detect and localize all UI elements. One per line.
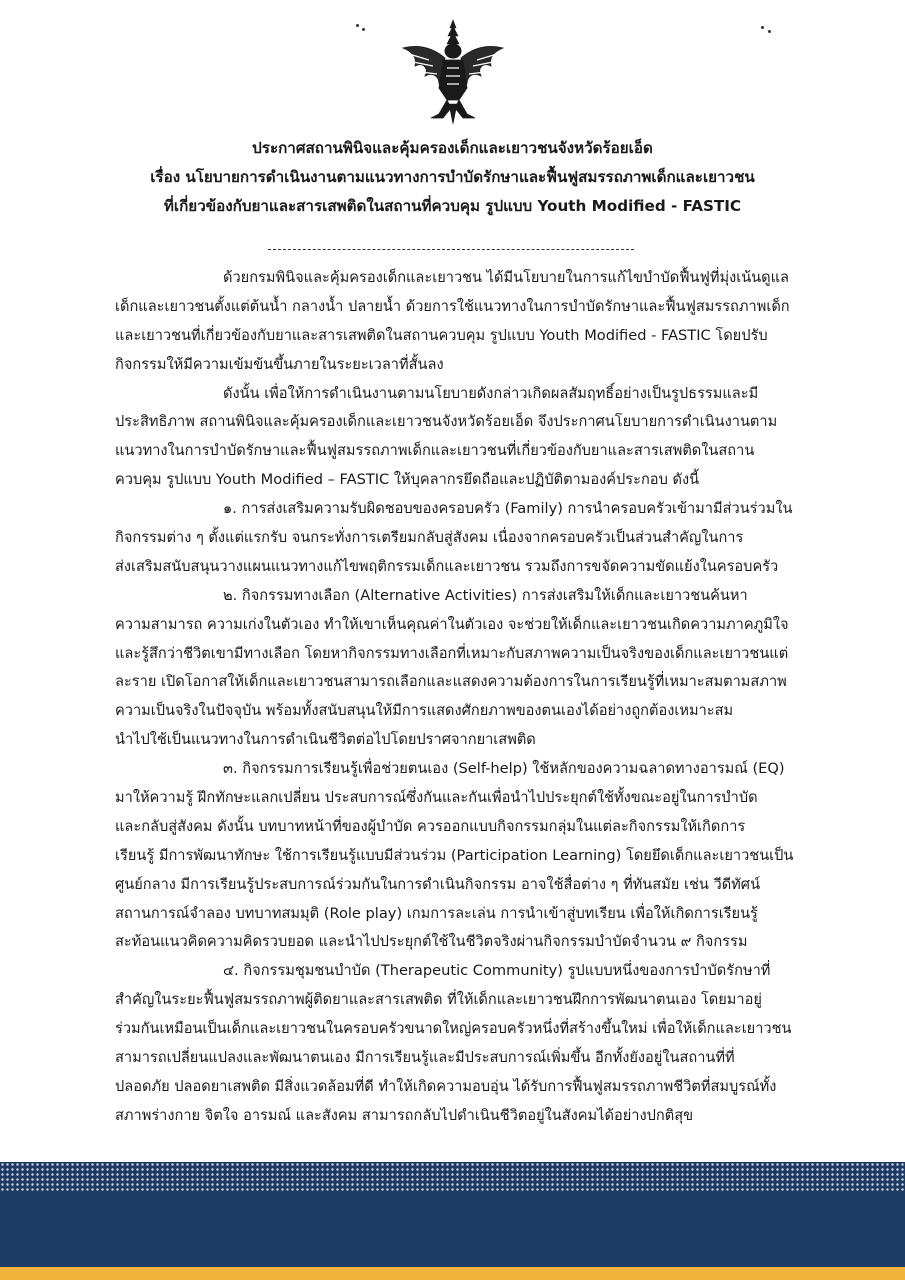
footer-dot-pattern <box>0 1162 905 1193</box>
body-line: ส่งเสริมสนับสนุนวางแผนแนวทางแก้ไขพฤติกรรมเด็กและเยาวชน รวมถึงการขจัดความขัดแย้งในครอบครัว <box>115 557 779 575</box>
footer-band <box>0 1193 905 1267</box>
announcement-title: ประกาศสถานพินิจและคุ้มครองเด็กและเยาวชนจังหวัดร้อยเอ็ด <box>252 139 653 157</box>
body-line: ประสิทธิภาพ สถานพินิจและคุ้มครองเด็กและเยาวชนจังหวัดร้อยเอ็ด จึงประกาศนโยบายการดำเนินงานตาม <box>115 413 778 431</box>
body-line: กิจกรรมให้มีความเข้มข้นขึ้นภายในระยะเวลาที่สั้นลง <box>115 355 444 373</box>
body-line: และเยาวชนที่เกี่ยวข้องกับยาและสารเสพติดในสถานควบคุม รูปแบบ Youth Modified - FASTIC โดยปรับ <box>115 326 768 344</box>
scan-speck <box>362 28 365 31</box>
scan-speck <box>761 26 764 29</box>
body-line: ความสามารถ ความเก่งในตัวเอง ทำให้เขาเห็นคุณค่าในตัวเอง จะช่วยให้เด็กและเยาวชนเกิดความภาคภูมิใจ <box>115 615 789 633</box>
body-line: ด้วยกรมพินิจและคุ้มครองเด็กและเยาวชน ได้มีนโยบายในการแก้ไขบำบัดฟื้นฟูที่มุ่งเน้นดูแล <box>223 269 789 286</box>
announcement-subject-line-1: เรื่อง นโยบายการดำเนินงานตามแนวทางการบำบัดรักษาและฟื้นฟูสมรรถภาพเด็กและเยาวชน <box>150 168 755 186</box>
body-line: ควบคุม รูปแบบ Youth Modified – FASTIC ให้บุคลากรยึดถือและปฏิบัติตามองค์ประกอบ ดังนี้ <box>115 471 700 489</box>
body-line: มาให้ความรู้ ฝึกทักษะแลกเปลี่ยน ประสบการณ์ซึ่งกันและกันเพื่อนำไปประยุกต์ใช้ทั้งขณะอยู่ในการบำบัด <box>115 789 758 807</box>
body-line: นำไปใช้เป็นแนวทางในการดำเนินชีวิตต่อไปโดยปราศจากยาเสพติด <box>115 731 536 749</box>
body-line: และกลับสู่สังคม ดังนั้น บทบาทหน้าที่ของผู้บำบัด ควรออกแบบกิจกรรมกลุ่มในแต่ละกิจกรรมให้เกิดการ <box>115 817 746 835</box>
announcement-subject-line-2: ที่เกี่ยวข้องกับยาและสารเสพติดในสถานที่ควบคุม รูปแบบ Youth Modified - FASTIC <box>163 197 742 215</box>
body-line: กิจกรรมต่าง ๆ ตั้งแต่แรกรับ จนกระทั่งการเตรียมกลับสู่สังคม เนื่องจากครอบครัวเป็นส่วนสำคัญในการ <box>115 529 744 547</box>
scan-speck <box>768 30 771 33</box>
body-line: สภาพร่างกาย จิตใจ อารมณ์ และสังคม สามารถกลับไปดำเนินชีวิตอยู่ในสังคมได้อย่างปกติสุข <box>115 1106 694 1124</box>
announcement-body <box>115 264 805 1131</box>
body-line: สำคัญในระยะฟื้นฟูสมรรถภาพผู้ติดยาและสารเสพติด ที่ให้เด็กและเยาวชนฝึกการพัฒนาตนเอง โดยมาอยู่ <box>115 991 762 1009</box>
body-line: ศูนย์กลาง มีการเรียนรู้ประสบการณ์ร่วมกันในการดำเนินกิจกรรม อาจใช้สื่อต่าง ๆ ที่ทันสมัย เช่น วีดีทัศน์ <box>115 875 761 893</box>
body-line: ๑. การส่งเสริมความรับผิดชอบของครอบครัว (Family) การนำครอบครัวเข้ามามีส่วนร่วมใน <box>223 500 793 518</box>
body-line: ความเป็นจริงในปัจจุบัน พร้อมทั้งสนับสนุนให้มีการแสดงศักยภาพของตนเองได้อย่างถูกต้องเหมาะสม <box>115 702 734 720</box>
scan-speck <box>356 24 359 27</box>
body-line: ๔. กิจกรรมชุมชนบำบัด (Therapeutic Community) รูปแบบหนึ่งของการบำบัดรักษาที่ <box>223 962 771 980</box>
body-line: เรียนรู้ มีการพัฒนาทักษะ ใช้การเรียนรู้แบบมีส่วนร่วม (Participation Learning) โดยยึดเด็กและเยาวชนเป็น <box>115 846 794 864</box>
body-line: สะท้อนแนวคิดความคิดรวบยอด และนำไปประยุกต์ใช้ในชีวิตจริงผ่านกิจกรรมบำบัดจำนวน ๙ กิจกรรม <box>115 933 748 951</box>
body-line: ดังนั้น เพื่อให้การดำเนินงานตามนโยบายดังกล่าวเกิดผลสัมฤทธิ์อย่างเป็นรูปธรรมและมี <box>223 384 759 402</box>
garuda-emblem-icon <box>395 18 511 126</box>
body-line: แนวทางในการบำบัดรักษาและฟื้นฟูสมรรถภาพเด็กและเยาวชนที่เกี่ยวข้องกับยาและสารเสพติดในสถาน <box>115 442 755 460</box>
body-line: ปลอดภัย ปลอดยาเสพติด มีสิ่งแวดล้อมที่ดี ทำให้เกิดความอบอุ่น ได้รับการฟื้นฟูสมรรถภาพชีวิตที่สมบูรณ์ทั้ง <box>115 1077 777 1095</box>
body-line: เด็กและเยาวชนตั้งแต่ต้นน้ำ กลางน้ำ ปลายน้ำ ด้วยการใช้แนวทางในการบำบัดรักษาและฟื้นฟูสมรรถภาพเด็ก <box>115 297 790 315</box>
announcement-header <box>60 134 845 221</box>
body-line: ละราย เปิดโอกาสให้เด็กและเยาวชนสามารถเลือกและแสดงความต้องการในการเรียนรู้ที่เหมาะสมตามสภาพ <box>115 673 787 691</box>
body-line: สามารถเปลี่ยนแปลงและพัฒนาตนเอง มีการเรียนรู้และมีประสบการณ์เพิ่มขึ้น อีกทั้งยังอยู่ในสถานที่ที่ <box>115 1049 735 1067</box>
body-line: ๒. กิจกรรมทางเลือก (Alternative Activities) การส่งเสริมให้เด็กและเยาวชนค้นหา <box>223 586 748 604</box>
body-line: ๓. กิจกรรมการเรียนรู้เพื่อช่วยตนเอง (Self-help) ใช้หลักของความฉลาดทางอารมณ์ (EQ) <box>223 760 785 778</box>
footer-accent-stripe <box>0 1267 905 1280</box>
header-divider <box>268 249 634 250</box>
body-line: และรู้สึกว่าชีวิตเขามีทางเลือก โดยหากิจกรรมทางเลือกที่เหมาะกับสภาพความเป็นจริงของเด็กและเยาวชนแต่ <box>115 644 789 662</box>
body-line: ร่วมกันเหมือนเป็นเด็กและเยาวชนในครอบครัวขนาดใหญ่ครอบครัวหนึ่งที่สร้างขึ้นใหม่ เพื่อให้เด็กและเยาวชน <box>115 1020 792 1038</box>
body-line: สถานการณ์จำลอง บทบาทสมมุติ (Role play) เกมการละเล่น การนำเข้าสู่บทเรียน เพื่อให้เกิดการเรียนรู้ <box>115 904 758 922</box>
